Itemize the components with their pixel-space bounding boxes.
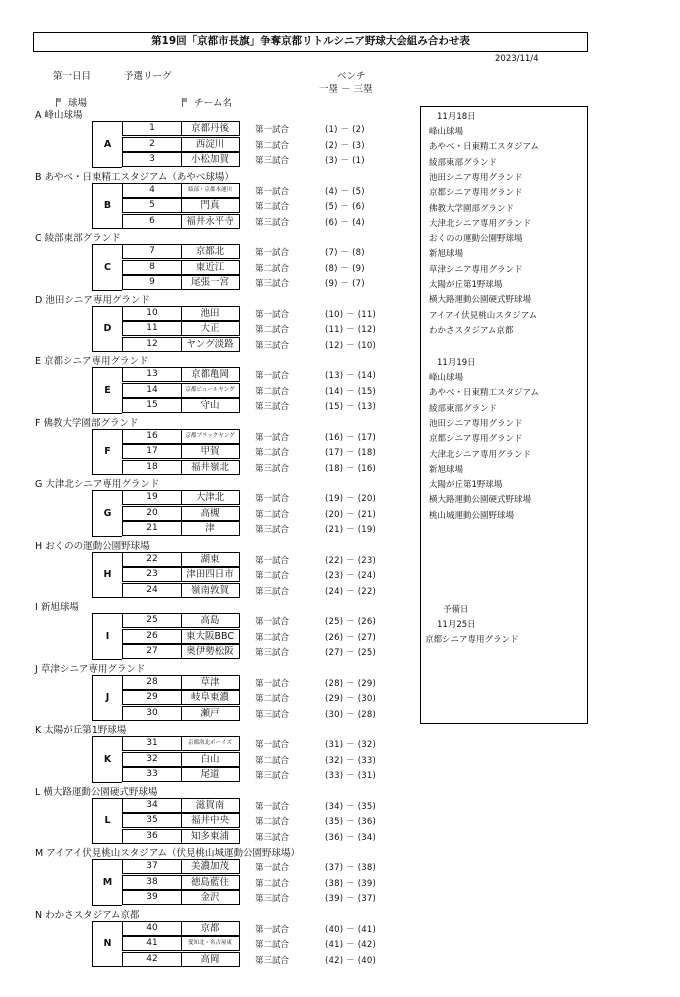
matchup: (15) － (13) (325, 402, 377, 412)
team-number: 8 (123, 261, 182, 274)
team-name: 高槻 (200, 507, 220, 519)
day1-venue: あやべ・日東精工スタジアム (429, 142, 539, 153)
team-row (122, 706, 240, 721)
match-label: 第一試合 (255, 432, 290, 443)
team-name: 小松加賀 (190, 154, 229, 165)
venue-heading: D 池田シニア専用グランド (35, 294, 150, 306)
match-label: 第一試合 (255, 801, 290, 812)
match-label: 第三試合 (255, 771, 290, 781)
team-name: 京都洛北ボーイズ (188, 740, 232, 746)
reserve-venue: 京都シニア専用グランド (425, 635, 519, 645)
match-label: 第三試合 (255, 463, 290, 474)
matchup: (33) － (31) (325, 771, 377, 781)
team-number: 21 (123, 522, 182, 535)
day1-venue: 太陽が丘第1野球場 (429, 280, 503, 290)
team-name: 門真 (200, 200, 220, 211)
matchup: (8) － (9) (325, 263, 365, 274)
team-row (122, 183, 240, 198)
group-letter: L (92, 798, 122, 845)
match-label: 第一試合 (255, 125, 290, 135)
day2-date: 11月19日 (437, 358, 476, 368)
group-letter: D (92, 306, 122, 353)
matchup: (13) － (14) (325, 371, 377, 381)
team-row (122, 583, 240, 598)
team-number: 41 (123, 937, 182, 950)
matchup: (41) － (42) (325, 940, 377, 950)
match-label: 第一試合 (255, 371, 290, 381)
team-row (122, 736, 240, 751)
group-letter: G (92, 490, 122, 537)
match-label: 第三試合 (255, 340, 290, 351)
team-number: 31 (123, 737, 182, 750)
group-letter: F (92, 429, 122, 476)
match-label: 第一試合 (255, 248, 290, 258)
team-name: 津 (205, 523, 215, 534)
team-number: 17 (123, 445, 182, 458)
match-label: 第三試合 (255, 955, 290, 966)
venue-heading: J 草津シニア専用グランド (35, 663, 146, 675)
matchup: (28) － (29) (325, 678, 377, 689)
match-label: 第三試合 (255, 894, 290, 904)
match-label: 第二試合 (255, 940, 290, 950)
matchup: (22) － (23) (325, 555, 377, 566)
team-number: 13 (123, 368, 182, 381)
team-number: 35 (123, 814, 182, 827)
match-label: 第三試合 (255, 525, 290, 535)
day1-venue: 綾部東部グランド (429, 157, 498, 168)
match-label: 第三試合 (255, 217, 290, 228)
group-letter: H (92, 552, 122, 599)
team-row (122, 921, 240, 936)
team-number: 28 (123, 676, 182, 689)
team-row (122, 490, 240, 505)
matchup: (18) － (16) (325, 463, 377, 474)
match-label: 第一試合 (255, 740, 290, 750)
day1-venue: 京都シニア専用グランド (429, 188, 523, 199)
team-number: 37 (123, 860, 182, 873)
matchup: (5) － (6) (325, 202, 365, 212)
group-letter: C (92, 244, 122, 291)
match-label: 第一試合 (255, 309, 290, 320)
day2-venue: 桃山城運動公園野球場 (429, 510, 515, 521)
team-row (122, 137, 240, 152)
issue-date: 2023/11/4 (495, 54, 539, 64)
matchup: (32) － (33) (325, 755, 377, 766)
match-label: 第二試合 (255, 202, 290, 212)
team-row (122, 383, 240, 398)
team-row (122, 675, 240, 690)
team-name: 京都亀岡 (190, 369, 229, 380)
day2-venue: 太陽が丘第1野球場 (429, 480, 503, 491)
match-label: 第一試合 (255, 924, 290, 935)
matchup: (36) － (34) (325, 832, 377, 843)
team-name: 高岡 (200, 953, 220, 965)
reserve-date: 11月25日 (437, 620, 476, 630)
team-name: 京都 (200, 922, 220, 934)
flag-icon (182, 98, 188, 107)
team-name: 知多東浦 (190, 830, 229, 842)
day1-venue: 横大路運動公園硬式野球場 (429, 295, 532, 306)
day1-date: 11月18日 (437, 112, 476, 122)
team-row (122, 629, 240, 644)
team-number: 39 (123, 891, 182, 904)
matchup: (17) － (18) (325, 448, 377, 458)
team-name: 西淀川 (195, 138, 225, 150)
matchup: (38) － (39) (325, 878, 377, 889)
team-name: 徳島藍住 (190, 876, 229, 888)
team-number: 42 (123, 953, 182, 966)
team-name: 京都ビュールヤング (185, 386, 235, 393)
venue-heading: K 太陽が丘第1野球場 (35, 725, 127, 736)
team-number: 9 (123, 276, 182, 289)
team-row (122, 506, 240, 521)
venue-heading: C 綾部東部グランド (35, 233, 121, 244)
match-label: 第一試合 (255, 863, 290, 873)
team-number: 38 (123, 876, 182, 889)
group-letter: J (92, 675, 122, 722)
venue-heading: E 京都シニア専用グランド (35, 356, 149, 367)
team-number: 3 (123, 153, 182, 166)
team-number: 1 (123, 122, 182, 135)
match-label: 第二試合 (255, 140, 290, 151)
match-label: 第二試合 (255, 448, 290, 458)
match-label: 第二試合 (255, 571, 290, 581)
team-number: 20 (123, 507, 182, 520)
matchup: (10) － (11) (325, 309, 377, 320)
team-row (122, 275, 240, 290)
venue-heading: L 横大路運動公園硬式野球場 (35, 786, 158, 798)
matchup: (16) － (17) (325, 432, 377, 443)
team-row (122, 198, 240, 213)
matchup: (11) － (12) (325, 325, 377, 335)
matchup: (2) － (3) (325, 140, 365, 151)
reserve-day-label: 予備日 (443, 605, 469, 615)
team-name: 尾道 (200, 769, 220, 780)
group-letter: N (92, 921, 122, 968)
matchup: (6) － (4) (325, 217, 365, 228)
team-row (122, 690, 240, 705)
group-letter: K (92, 736, 122, 783)
venue-heading: M アイアイ伏見桃山スタジアム（伏見桃山城運動公園野球場） (35, 848, 301, 859)
group-letter: I (92, 613, 122, 660)
match-label: 第三試合 (255, 709, 290, 720)
team-row (122, 813, 240, 828)
matchup: (21) － (19) (325, 525, 377, 535)
match-label: 第三試合 (255, 648, 290, 658)
team-row (122, 952, 240, 967)
team-row (122, 367, 240, 382)
team-row (122, 521, 240, 536)
group-letter: E (92, 367, 122, 414)
day1-venue: 佛教大学園部グランド (429, 203, 515, 214)
match-label: 第三試合 (255, 279, 290, 289)
team-name: 嶺南敦賀 (190, 584, 229, 596)
day1-venue: おくのの運動公園野球場 (429, 234, 523, 245)
team-row (122, 859, 240, 874)
team-name: 京都丹後 (190, 123, 229, 134)
team-name: 京都北 (195, 246, 225, 257)
team-row (122, 244, 240, 259)
team-name: 草津 (200, 676, 220, 688)
day2-venue: 横大路運動公園硬式野球場 (429, 495, 532, 506)
team-name: 高島 (200, 615, 220, 626)
flag-icon (56, 98, 62, 107)
day2-venue: 峰山球場 (429, 373, 464, 383)
day1-venue: 池田シニア専用グランド (429, 172, 523, 183)
team-name: 尾張一宮 (190, 277, 229, 288)
matchup: (27) － (25) (325, 648, 377, 658)
day-label: 第一日目 (53, 71, 92, 82)
match-label: 第二試合 (255, 325, 290, 335)
venue-heading: B あやべ・日東精工スタジアム（あやべ球場） (35, 171, 234, 183)
team-row (122, 121, 240, 136)
matchup: (26) － (27) (325, 632, 377, 643)
day2-venue: 大津北シニア専用グランド (429, 449, 532, 460)
team-row (122, 444, 240, 459)
match-label: 第一試合 (255, 678, 290, 689)
match-label: 第一試合 (255, 494, 290, 504)
venue-heading: G 大津北シニア専用グランド (35, 479, 160, 490)
day1-venue: 峰山球場 (429, 127, 464, 137)
team-name: 大津北 (195, 492, 225, 503)
team-row (122, 829, 240, 844)
team-row (122, 644, 240, 659)
team-number: 24 (123, 584, 182, 597)
team-name: 守山 (200, 400, 220, 411)
matchup: (1) － (2) (325, 125, 365, 135)
match-label: 第一試合 (255, 186, 290, 197)
matchup: (37) － (38) (325, 863, 377, 873)
group-letter: M (92, 859, 122, 906)
team-row (122, 306, 240, 321)
match-label: 第二試合 (255, 817, 290, 827)
venue-column-header: 球場 (56, 95, 87, 109)
team-number: 10 (123, 307, 182, 320)
team-number: 36 (123, 830, 182, 843)
team-row (122, 767, 240, 782)
team-number: 26 (123, 630, 182, 643)
team-name: 福井永平寺 (186, 215, 234, 227)
team-name: 金沢 (200, 892, 220, 903)
match-label: 第三試合 (255, 586, 290, 597)
matchup: (7) － (8) (325, 248, 365, 258)
matchup: (31) － (32) (325, 740, 377, 750)
team-name: 滋賀南 (195, 799, 225, 811)
team-column-header: チーム名 (182, 95, 232, 109)
matchup: (9) － (7) (325, 279, 365, 289)
venue-schedule-panel (420, 106, 588, 724)
day1-venue: 大津北シニア専用グランド (429, 218, 532, 229)
team-row (122, 260, 240, 275)
bench-sides-label: 一塁 － 三塁 (319, 84, 373, 95)
matchup: (40) － (41) (325, 924, 377, 935)
group-letter: A (92, 121, 122, 168)
team-row (122, 752, 240, 767)
team-number: 15 (123, 399, 182, 412)
team-row (122, 429, 240, 444)
team-name: 福井中央 (190, 815, 229, 826)
team-number: 5 (123, 199, 182, 212)
team-number: 22 (123, 553, 182, 566)
venue-heading: I 新旭球場 (35, 602, 79, 613)
team-number: 7 (123, 245, 182, 258)
match-label: 第二試合 (255, 632, 290, 643)
team-name: 奥伊勢松阪 (186, 646, 234, 657)
team-number: 6 (123, 215, 182, 228)
team-row (122, 152, 240, 167)
matchup: (25) － (26) (325, 617, 377, 627)
matchup: (34) － (35) (325, 801, 377, 812)
team-row (122, 460, 240, 475)
team-row (122, 875, 240, 890)
team-number: 33 (123, 768, 182, 781)
team-name: 池田 (200, 307, 220, 319)
match-label: 第二試合 (255, 509, 290, 520)
matchup: (42) － (40) (325, 955, 377, 966)
team-row (122, 214, 240, 229)
team-number: 2 (123, 138, 182, 151)
bench-label: ベンチ (337, 71, 366, 82)
team-number: 29 (123, 691, 182, 704)
match-label: 第二試合 (255, 263, 290, 274)
match-label: 第三試合 (255, 832, 290, 843)
matchup: (23) － (24) (325, 571, 377, 581)
team-name: 京都ブラックヤング (185, 432, 235, 439)
match-label: 第二試合 (255, 755, 290, 766)
day2-venue: 池田シニア専用グランド (429, 418, 523, 429)
team-number: 16 (123, 430, 182, 443)
team-name: 白山 (200, 753, 220, 765)
team-name: 岐阜東濃 (190, 692, 229, 703)
team-row (122, 552, 240, 567)
venue-heading: N わかさスタジアム京都 (35, 909, 140, 921)
day1-venue: わかさスタジアム京都 (429, 325, 514, 336)
team-number: 27 (123, 645, 182, 658)
team-row (122, 321, 240, 336)
match-label: 第二試合 (255, 878, 290, 889)
team-name: 甲賀 (200, 446, 220, 457)
team-number: 18 (123, 461, 182, 474)
team-name: 綾部・京都本運川 (187, 186, 232, 193)
matchup: (19) － (20) (325, 494, 377, 504)
venue-heading: A 峰山球場 (35, 110, 83, 121)
match-label: 第一試合 (255, 555, 290, 566)
match-label: 第一試合 (255, 617, 290, 627)
group-letter: B (92, 183, 122, 230)
matchup: (24) － (22) (325, 586, 377, 597)
match-label: 第三試合 (255, 156, 290, 166)
team-name: 福井嶺北 (190, 461, 229, 473)
matchup: (20) － (21) (325, 509, 377, 520)
team-name: ヤング淡路 (186, 338, 234, 350)
team-number: 25 (123, 614, 182, 627)
team-number: 23 (123, 568, 182, 581)
stage-label: 予選リーグ (124, 71, 172, 82)
team-name: 東大阪BBC (185, 630, 234, 642)
matchup: (39) － (37) (325, 894, 377, 904)
match-label: 第二試合 (255, 694, 290, 704)
matchup: (3) － (1) (325, 156, 365, 166)
matchup: (35) － (36) (325, 817, 377, 827)
team-row (122, 890, 240, 905)
team-name: 湖東 (200, 553, 220, 565)
venue-heading: H おくのの運動公園野球場 (35, 540, 150, 552)
team-name: 愛知北・名古屋東 (187, 940, 232, 946)
day2-venue: あやべ・日東精工スタジアム (429, 388, 539, 399)
venue-heading: F 佛教大学園部グランド (35, 417, 139, 429)
team-row (122, 567, 240, 582)
team-row (122, 613, 240, 628)
team-number: 4 (123, 184, 182, 197)
team-row (122, 936, 240, 951)
day1-venue: 草津シニア専用グランド (429, 264, 523, 275)
match-label: 第三試合 (255, 402, 290, 412)
team-name: 美濃加茂 (190, 861, 229, 872)
page-title: 第19回「京都市長旗」争奪京都リトルシニア野球大会組み合わせ表 (33, 32, 588, 52)
team-row (122, 798, 240, 813)
team-number: 19 (123, 491, 182, 504)
day2-venue: 新旭球場 (429, 464, 464, 475)
matchup: (14) － (15) (325, 386, 377, 397)
matchup: (12) － (10) (325, 340, 377, 351)
matchup: (30) － (28) (325, 709, 377, 720)
team-number: 32 (123, 753, 182, 766)
team-name: 瀬戸 (200, 707, 220, 719)
match-label: 第二試合 (255, 386, 290, 397)
team-row (122, 337, 240, 352)
team-name: 大正 (200, 323, 220, 334)
matchup: (29) － (30) (325, 694, 377, 704)
team-number: 11 (123, 322, 182, 335)
day1-venue: 新旭球場 (429, 249, 464, 260)
team-number: 12 (123, 338, 182, 351)
day2-venue: 綾部東部グランド (429, 403, 498, 414)
team-number: 30 (123, 707, 182, 720)
team-row (122, 398, 240, 413)
team-number: 34 (123, 799, 182, 812)
team-number: 40 (123, 922, 182, 935)
matchup: (4) － (5) (325, 186, 365, 197)
team-name: 東近江 (195, 261, 225, 273)
day2-venue: 京都シニア専用グランド (429, 434, 523, 445)
team-name: 津田四日市 (186, 569, 234, 580)
day1-venue: アイアイ伏見桃山スタジアム (429, 310, 538, 321)
team-number: 14 (123, 384, 182, 397)
